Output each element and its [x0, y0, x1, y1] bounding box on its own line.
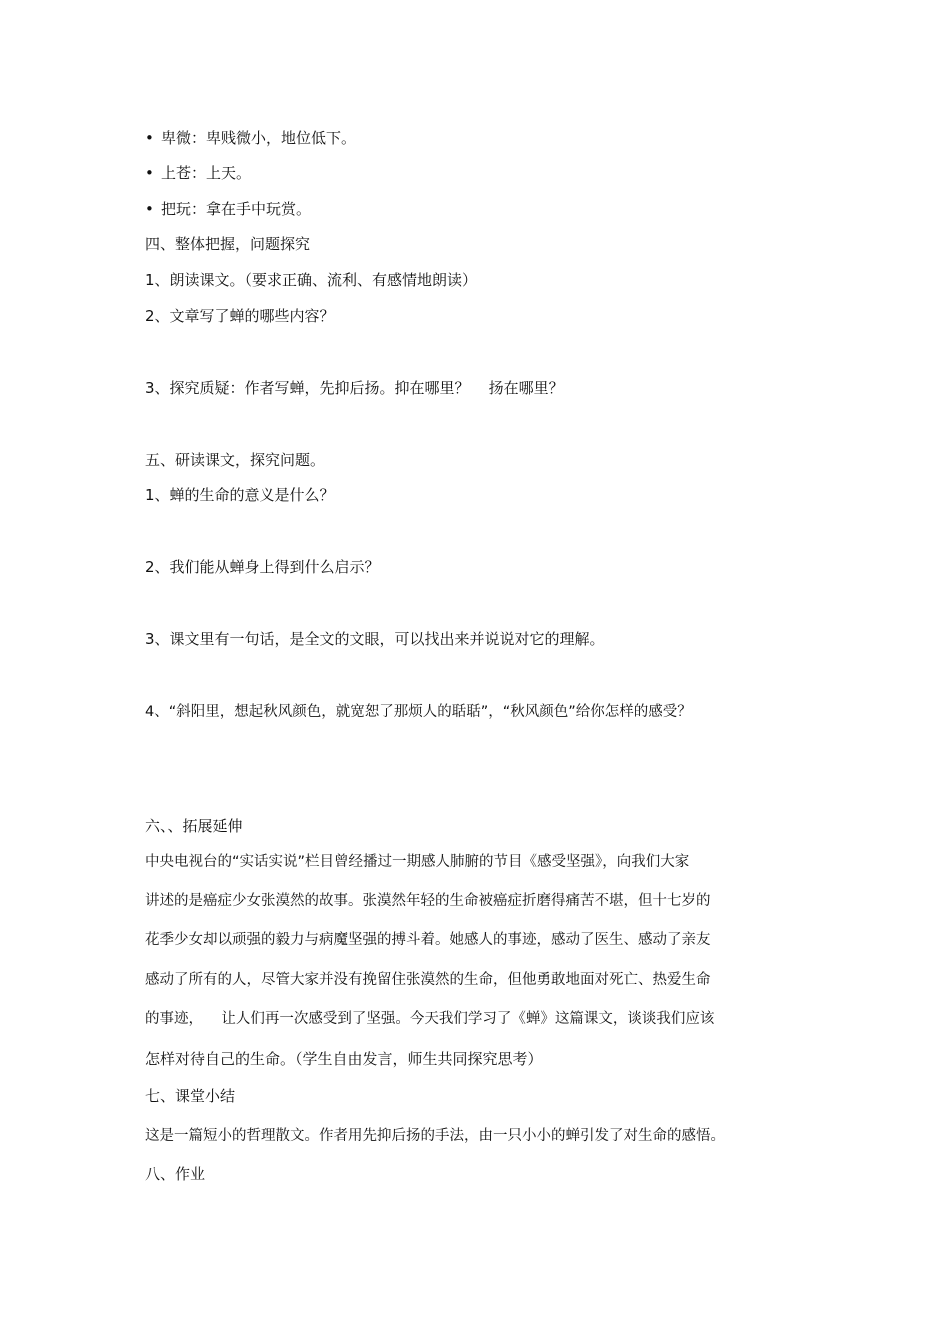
section-heading-6: 六、、拓展延伸 [145, 817, 243, 835]
question-4-2: 2、文章写了蝉的哪些内容？ [145, 307, 335, 325]
bullet-icon: • [145, 200, 154, 218]
question-4-1: 1、朗读课文。（要求正确、流利、有感情地朗读） [145, 271, 478, 289]
paragraph-line: 的事迹， 让人们再一次感受到了坚强。今天我们学习了《蝉》这篇课文，谈谈我们应该 [145, 1011, 715, 1027]
vocab-item [145, 128, 356, 148]
section-heading-8: 八、作业 [145, 1165, 206, 1183]
vocab-text: 把玩：拿在手中玩赏。 [161, 200, 312, 218]
paragraph-line: 讲述的是癌症少女张漠然的故事。张漠然年轻的生命被癌症折磨得痛苦不堪，但十七岁的 [145, 893, 711, 909]
bullet-icon: • [145, 129, 154, 147]
vocab-text: 上苍：上天。 [161, 164, 252, 182]
paragraph-line: 怎样对待自己的生命。（学生自由发言，师生共同探究思考） [145, 1050, 543, 1068]
question-5-1: 1、蝉的生命的意义是什么？ [145, 486, 335, 504]
paragraph-line: 感动了所有的人，尽管大家并没有挽留住张漠然的生命，但他勇敢地面对死亡、热爱生命 [145, 972, 711, 988]
question-5-3: 3、课文里有一句话，是全文的文眼，可以找出来并说说对它的理解。 [145, 630, 605, 648]
paragraph-line: 中央电视台的“实话实说”栏目曾经播过一期感人肺腑的节目《感受坚强》，向我们大家 [145, 854, 690, 870]
vocab-item [145, 199, 311, 219]
section-heading-5: 五、研读课文，探究问题。 [145, 451, 326, 469]
question-5-2: 2、我们能从蝉身上得到什么启示？ [145, 558, 380, 576]
bullet-icon: • [145, 164, 154, 182]
paragraph-line: 花季少女却以顽强的毅力与病魔坚强的搏斗着。她感人的事迹，感动了医生、感动了亲友 [145, 932, 711, 948]
section-heading-7: 七、课堂小结 [145, 1087, 236, 1105]
summary-text: 这是一篇短小的哲理散文。作者用先抑后扬的手法，由一只小小的蝉引发了对生命的感悟。 [145, 1128, 725, 1144]
section-heading-4: 四、整体把握，问题探究 [145, 235, 311, 253]
vocab-item [145, 163, 251, 183]
question-5-4: 4、“斜阳里，想起秋风颜色，就宽恕了那烦人的聒聒”，“秋风颜色”给你怎样的感受？ [145, 704, 692, 720]
vocab-text: 卑微：卑贱微小，地位低下。 [161, 129, 357, 147]
question-4-3: 3、探究质疑：作者写蝉，先抑后扬。抑在哪里？ 扬在哪里？ [145, 379, 564, 397]
